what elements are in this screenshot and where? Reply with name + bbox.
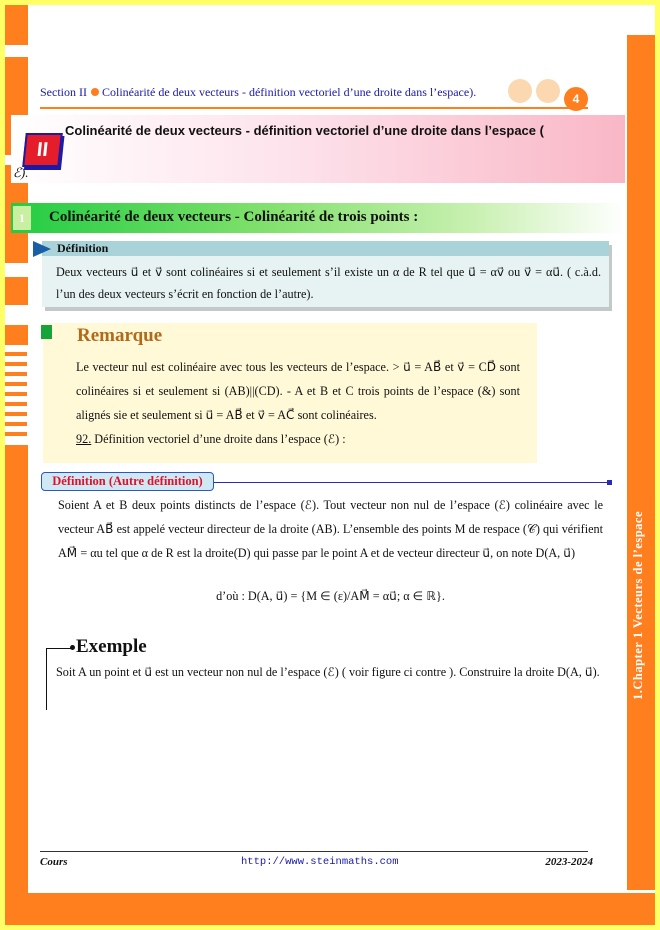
remark-title: Remarque [77, 325, 163, 346]
footer-left: Cours [40, 856, 68, 868]
left-bar-gap [5, 45, 28, 57]
example-bracket-top [46, 648, 72, 649]
footer-year: 2023-2024 [545, 856, 593, 868]
footer-rule [40, 851, 588, 852]
left-bar-gap [5, 305, 28, 325]
remark-body: Le vecteur nul est colinéaire avec tous les vecteurs de l’espace. > u⃗ = AB⃗ et v⃗ = CD⃗ sont colinéaires si et seulement si (AB)||(CD). - A et B et C trois points de l’espace (&) sont alignés sie et seulement si u⃗ = AB⃗ et v⃗ = AC⃗ sont colinéaires. [76, 360, 520, 422]
section-badge: II [22, 133, 63, 167]
flag-icon [41, 325, 52, 339]
chapter-side-label: 1.Chapter 1 Vecteurs de l’espace [631, 510, 645, 700]
subsection-title: Colinéarité de deux vecteurs - Colinéarité de trois points : [49, 209, 419, 225]
section-title: Colinéarité de deux vecteurs - définition vectoriel d’une droite dans l’espace ( [65, 123, 544, 138]
page-dot [536, 79, 560, 103]
definition2-label: Définition (Autre définition) [41, 472, 214, 491]
header-title-tail: ). [469, 85, 477, 99]
definition2-text: Soient A et B deux points distincts de l’espace (ℰ). Tout vecteur non nul de l’espace (ℰ) colinéaire avec le vecteur AB⃗ est appelé vecteur directeur de la droite (AB). L’ensemble des points M de respace (𝒞) qui vérifient AM⃗ = αu tel que α de R est la droite(D) qui passe par le point A et de vecteur directeur u⃗, on note D(A, u⃗) [58, 498, 603, 560]
definition2-formula: d’où : D(A, u⃗) = {M ∈ (ε)/AM⃗ = αu⃗; α ∈ ℝ}. [216, 589, 445, 603]
example-text: Soit A un point et u⃗ est un vecteur non nul de l’espace (ℰ) ( voir figure ci contre ). Construire la droite D(A, u⃗). [56, 665, 600, 679]
subsection-number: 1 [13, 206, 31, 230]
header-section: Section II [40, 85, 87, 99]
definition-label: Définition [57, 241, 109, 255]
example-title: Exemple [76, 636, 147, 657]
section-title-end: ℰ). [13, 165, 29, 180]
bullet-icon [70, 645, 75, 650]
page-header [40, 85, 588, 109]
definition-text: Deux vecteurs u⃗ et v⃗ sont colinéaires si et seulement s’il existe un α de R tel que u⃗ = αv⃗ ou v⃗ = αu⃗. ( c.à.d. l’un des deux vecteurs s’écrit en fonction de l’autre). [56, 265, 601, 301]
remark-text [76, 355, 520, 451]
definition-header [42, 241, 609, 256]
page [5, 5, 655, 925]
remark-subtitle: Définition vectoriel d’une droite dans l’espace (ℰ) : [91, 432, 346, 446]
left-bar-gap [5, 263, 28, 277]
arrow-icon [33, 241, 51, 257]
page-indicator [504, 79, 588, 111]
divider-line [214, 482, 610, 483]
example-bracket [46, 648, 47, 710]
left-stripes [5, 352, 28, 442]
divider-end-dot [607, 480, 612, 485]
header-title: Colinéarité de deux vecteurs - définition vectoriel d’une droite dans l’espace [102, 85, 470, 99]
page-number: 4 [564, 87, 588, 111]
bullet-icon [91, 88, 99, 96]
bottom-color-bar [5, 893, 655, 925]
page-dot [508, 79, 532, 103]
footer-url-link[interactable]: http://www.steinmaths.com [241, 856, 399, 868]
remark-number: 92. [76, 432, 92, 446]
